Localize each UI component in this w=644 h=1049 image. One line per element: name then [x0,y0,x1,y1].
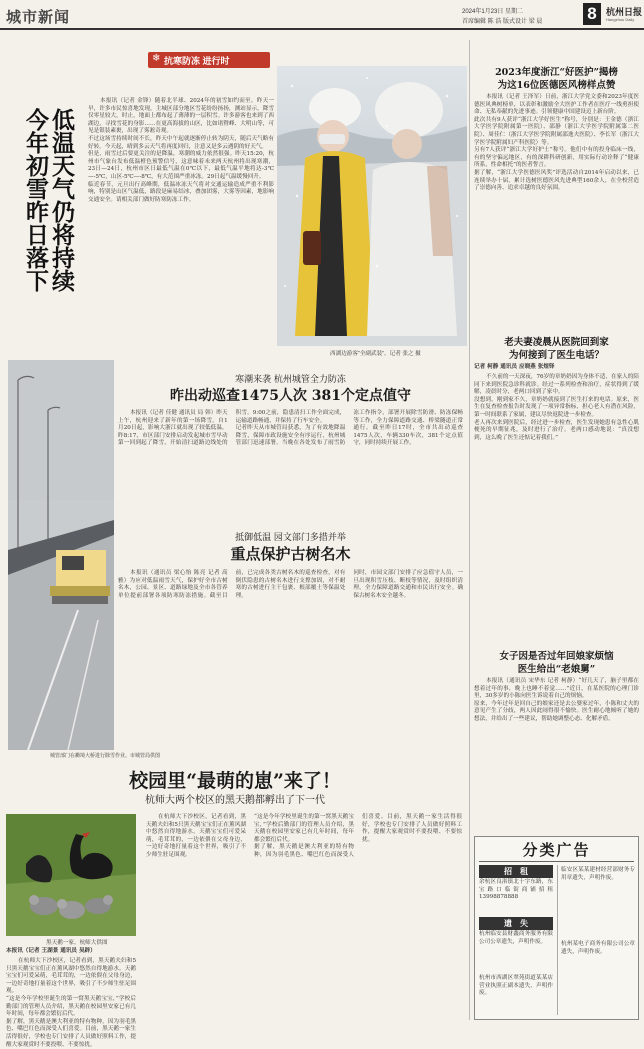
tree-story [118,530,463,750]
tree-headline-main: 重点保护古树名木 [230,545,351,563]
right-divider [469,40,470,1020]
snowflake-icon: ❄ [152,53,161,64]
swan-subheadline: 杭师大两个校区的黑天鹅都孵出了下一代 [145,795,325,806]
lady-body: 本报讯（通讯员 宋华东 记者 柯静）“好几天了，脑子里都在想着过年的事，晚上也睡不着觉……”近日，在某医院的心理门诊里，30多岁的小陈向医生诉说着自己的烦恼。 原来，今年过年是回自己的娘家还是去公婆家过年，小陈和丈夫的意见产生了分歧，两人因此闹得很不愉快。医生耐心地倾听了她的想法，并给出了一些建议，帮助她调整心态、化解矛盾。 [474,678,639,722]
tree-headline-top: 抵御低温 园文部门多措并举 [235,533,346,543]
paper-name: 杭州日报 [606,8,643,18]
snow-body: 本报讯（记者 金锋）随着北半球、2024年的初雪如约而至。昨天一早，许多市民惊喜地发现，主城区部分地区雪花纷纷扬扬，测站显示，降雪仅零星较大，时止，地面上都布起了薄薄的一层积雪。许多游客也来到了西湖边，寻找雪花的身影……在更高海拔的山区，比如诸暨峰、大明山等，可见是银装素裹，出现了雾凇奇观。 不过这场雪持续时间不长，昨天中午起就逐渐停止转为阴天，随后天气略有好转。今天起，晴到多云天气将再度回归，注意又是多云遇阴的好天气。 但是，雨雪过后要更关注的是降温，寒潮的威力依然很强。昨天15:20，杭州市气象台发布低温橙色预警信号，这意味着未来两天杭州将出现寒潮，23日—24日，杭州市区日最低气温在0℃以下，最低气温平地将达-3℃—-5℃，山区-5℃—-8℃，有大范围严重冰冻。29日起气温缓慢回升。 临近春节，元旦出行高峰期，低温冰冻天气将对交通运输造成严重不利影响，特别是山区气温低，路段是麻易结冰，叠加团雾，大雾等因素，地影响交通安全。请相关部门做好防寒防冻工作。 [88,98,274,203]
award-headline-1: 2023年度浙江“好医护”揭榜 [495,67,618,78]
headline-col1: 低温天气仍将持续 [48,108,75,292]
award-story [474,64,639,332]
classifieds-section-rent: 招 租 [479,865,553,878]
lady-headline-2: 医生给出“老娘舅” [517,664,596,675]
road-photo-caption: 城管部门在衢境大桥进行除雪作业。市城管局供图 [50,753,161,759]
masthead [0,0,644,30]
snow-photo [277,66,467,346]
award-headline-2: 为这16位医德医风榜样点赞 [497,80,616,91]
classifieds [474,836,639,1020]
classifieds-section-lost: 遗 失 [479,917,553,930]
elderly-story [474,334,639,634]
classifieds-col-divider [557,865,558,1015]
patrol-kicker: 寒潮来袭 杭州城管全力防冻 [235,375,346,385]
page-number: 8 [583,3,601,25]
patrol-body: 本报讯（记者 佳健 通讯员 局 韩）昨天上午，杭州迎来了新年的第一场降雪。自1月20日起，影响大浙江就出现了较低低温，昨8:17，市区部门安排启动发起城市雪早动第一回到起了降雪，开始清扫道路边线处的积雪。9:00之前，隐患清扫工作全面完成，运输道路畅通，并保持了行车安全。 记者昨天从市城管局获悉，为了有效地降温降雪，保障市政设施安全有序运行，杭州城管部门迅速部署，当晚在各处发布了雨雪防冻工作指令，部署开展除雪防滑、防冻保畅等工作，全力保障道路交通、桥梁隧道正常通行。截至昨日17时，全市共出动巡查1475人次，车辆330车次，381个定点值守，同时持续开展工作。 [118,410,463,447]
road-photo-illustration [8,360,114,750]
swan-body-left: 在杭师大下沙校区，记者看到，黑天鹅夫妇和5只黑天鹅宝宝们正在薰风湖中悠然自得地游水。天鹅宝宝们可爱呆萌，毛茸茸的，一边依偎在父母身边，一边好奇地打量着这个世界，吸引了不少师生驻足围观。 “这是今年学校里诞生的第一窝黑天鹅宝宝，”学校后勤部门的管理人员介绍，黑天鹅在校园里安家已有几年时间，每年都会繁衍后代。 据了解，黑天鹅是澳大利亚的特有物种，因为羽毛黑色、嘴巴红色而深受人们喜爱。目前，黑天鹅一家生活得很好，学校也专门安排了人员做好照料工作，提醒大家观赏时不要投喂、不要惊扰。 [6,958,136,1048]
classifieds-ad-1: 余杭区良渚镇北十字东路，东宝路口临街商铺招租 13998878888 [479,879,555,901]
road-photo [8,360,114,750]
lady-headline-1: 女子因是否过年回娘家烦恼 [499,651,614,662]
paper-name-en: Hangzhou Daily [606,17,635,22]
tree-body: 本报讯（通讯员 梁心怡 陈亮 记者 高雅）为应对低温雨雪天气，保护好全市古树名木，公园、景区、道路绿地及全市各管养单位提前部署各项防寒防冻措施。截至目前，已完成各类古树名木的巡查检查，对有倒伏隐患的古树名木进行支撑加固，对不耐寒的古树进行主干包裹、根部覆土等保温处理。 同时，市园文部门安排了应急值守人员，一旦出现积雪压枝、断枝等情况，及时组织清理，全力保障道路交通和市民出行安全。确保古树名木安全越冬。 [118,570,463,599]
editors-line: 首席编辑 陈 浩 版式设计 梁 晨 [462,19,543,25]
headline-col2: 今年初雪昨日落下 [22,108,49,292]
classifieds-rule [479,861,634,862]
date-line: 2024年1月23日 星期二 [462,9,524,15]
swan-headline: 校园里“最萌的崽”来了！ [129,770,341,792]
elderly-byline: 记者 柯静 通讯员 应晓燕 张煜铎 [474,364,555,370]
swan-photo-illustration [6,814,136,936]
classifieds-title: 分类广告 [522,841,591,859]
classifieds-ad-2: 杭州临安县财鑫商务服务有限公司公章遗失，声明作废。 [479,931,553,945]
swan-photo [6,814,136,936]
elderly-headline-1: 老夫妻凌晨从医院回到家 [504,337,609,348]
snow-banner [148,52,270,68]
snow-photo-illustration [277,66,467,346]
banner-text: 抗寒防冻 进行时 [164,56,230,66]
classifieds-ad-4: 临安区某某建材经营部财务专用章遗失，声明作废。 [561,867,635,881]
patrol-headline: 昨出动巡查1475人次 381个定点值守 [169,388,412,404]
patrol-story [118,372,463,520]
section-title: 城市新闻 [6,9,71,26]
swan-byline: 本报讯（记者 王湖景 通讯员 吴辟） [6,948,96,954]
swan-story [6,766,464,1048]
snow-photo-caption: 西湖边游客“全副武装”。记者 张之 摄 [330,351,421,357]
swan-body: 在杭师大下沙校区，记者看到，黑天鹅夫妇和5只黑天鹅宝宝们正在薰风湖中悠然自得地游水。天鹅宝宝们可爱呆萌，毛茸茸的，一边依偎在父母身边，一边好奇地打量着这个世界，吸引了不少师生驻足围观。 “这是今年学校里诞生的第一窝黑天鹅宝宝，”学校后勤部门的管理人员介绍，黑天鹅在校园里安家已有几年时间，每年都会繁衍后代。 据了解，黑天鹅是澳大利亚的特有物种，因为羽毛黑色、嘴巴红色而深受人们喜爱。目前，黑天鹅一家生活得很好，学校也专门安排了人员做好照料工作，提醒大家观赏时不要投喂、不要惊扰。 [146,814,462,858]
classifieds-ad-5: 杭州某电子商务有限公司公章遗失，声明作废。 [561,941,635,955]
classifieds-ad-3: 杭州市西湖区翠苑街道某某店营业执照正副本遗失，声明作废。 [479,975,553,997]
swan-photo-caption: 黑天鹅一家。杭师大供图 [46,940,108,946]
elderly-headline-2: 为何接到了医生电话？ [508,350,604,361]
elderly-body: 不久前的一天深夜，76岁的章奶奶因为身体不适，在家人的陪同下来到医院急诊科就诊。经过一系列检查和治疗，症状得到了缓解，凌晨时分，老两口回到了家中。 没想到，刚到家不久，章奶奶就接到了医生打来的电话。原来，医生在复查检查报告时发现了一项异常指标，担心老人有潜在风险，第一时间联系了家属，建议尽快返院进一步检查。 老人再次来到医院后，经过进一步检查，医生发现她患有急性心肌梗死的早期征兆，及时进行了治疗。老两口感动地说：“真没想到，这么晚了医生还惦记着我们。” [474,374,639,441]
lady-story [474,648,639,828]
award-body: 本报讯（记者 王泽军）日前，浙江大学党文委和2023年度医德医风典树榜单，以表彰和激励全大医护工作者在医疗一线勇担使命、无私奉献的先进事迹。引领健康中国建设迈上新台阶。 此次共有9人获评“浙江大学好医生”称号，分别是：王金德（浙江大学医学院附属第一医院）、邵静（浙江大学医学院附属第二医院）、周佳仁（浙江大学医学院附属邵逸夫医院）、李长军（浙江大学医学院附属妇产科医院）等。 另有7人获评“浙江大学好护士”称号。他们中有的投身临床一线，有的坚守偏远地区，有的深耕科研创新，用实际行动诠释了“健康所系，性命相托”的医者誓言。 据了解，“浙江大学医德医风奖”评选活动自2014年启动以来，已连续举办十届，累计选树医德医风先进典型160余人，在全校营造了崇德向善、追求卓越的良好氛围。 [474,94,639,192]
